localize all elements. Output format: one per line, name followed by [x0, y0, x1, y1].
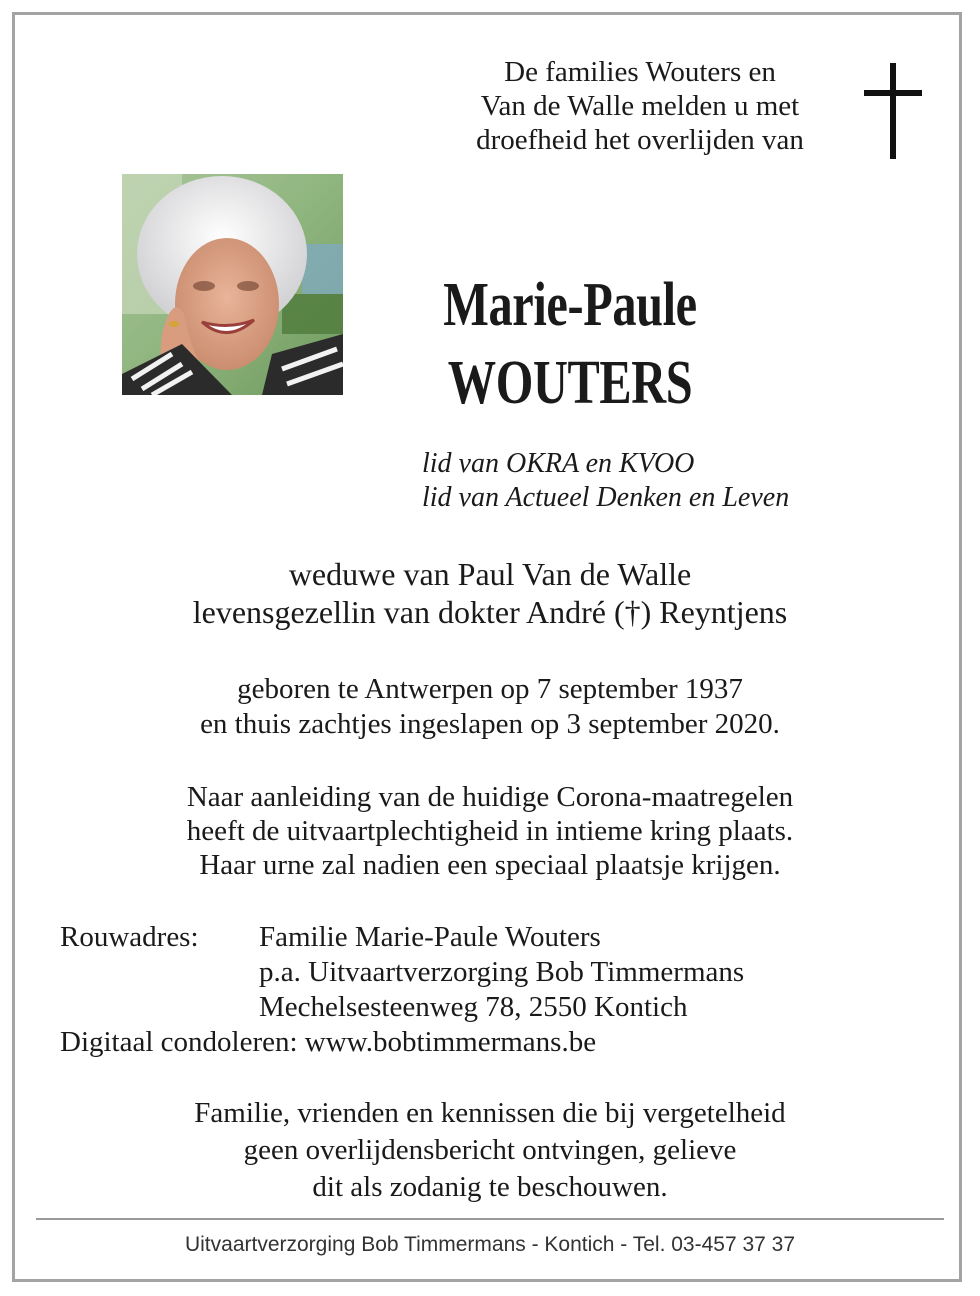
birth-line: geboren te Antwerpen op 7 september 1937	[237, 673, 743, 705]
closing-line: geen overlijdensbericht ontvingen, gelieve	[243, 1134, 737, 1166]
closing-line: dit als zodanig te beschouwen.	[312, 1171, 668, 1203]
closing-line: Familie, vrienden en kennissen die bij vergetelheid	[194, 1097, 786, 1129]
cross-icon	[864, 63, 922, 159]
closing-text	[40, 1095, 940, 1206]
funeral-line: Naar aanleiding van de huidige Corona-maatregelen	[186, 781, 794, 813]
membership-line: lid van OKRA en KVOO	[422, 448, 695, 479]
intro-line: De families Wouters en	[504, 56, 776, 88]
mourning-address	[60, 920, 940, 1060]
intro-line: droefheid het overlijden van	[476, 124, 804, 156]
funeral-line: Haar urne zal nadien een speciaal plaatsje krijgen.	[199, 849, 781, 881]
relation-line: weduwe van Paul Van de Walle	[288, 556, 692, 592]
intro-text	[400, 55, 880, 157]
relation-line: levensgezellin van dokter André (†) Reyntjens	[192, 594, 788, 630]
portrait-photo	[122, 174, 343, 395]
funeral-notice	[40, 780, 940, 882]
death-line: en thuis zachtjes ingeslapen op 3 september 2020.	[200, 708, 780, 740]
address-line: Familie Marie-Paule Wouters	[259, 921, 601, 953]
deceased-first-name: Marie-Paule	[443, 271, 697, 339]
address-line: Mechelsesteenweg 78, 2550 Kontich	[259, 991, 688, 1023]
deceased-last-name: WOUTERS	[447, 349, 693, 417]
address-line: p.a. Uitvaartverzorging Bob Timmermans	[259, 956, 745, 988]
footer-divider	[36, 1218, 944, 1220]
intro-line: Van de Walle melden u met	[480, 90, 800, 122]
life-dates	[40, 672, 940, 742]
condolence-line: Digitaal condoleren: www.bobtimmermans.be	[60, 1026, 597, 1058]
funeral-line: heeft de uitvaartplechtigheid in intieme kring plaats.	[186, 815, 794, 847]
memberships	[422, 447, 942, 515]
footer-text: Uitvaartverzorging Bob Timmermans - Kontich - Tel. 03-457 37 37	[184, 1233, 796, 1256]
membership-line: lid van Actueel Denken en Leven	[422, 482, 790, 513]
address-label: Rouwadres:	[60, 921, 199, 953]
relations	[40, 555, 940, 631]
